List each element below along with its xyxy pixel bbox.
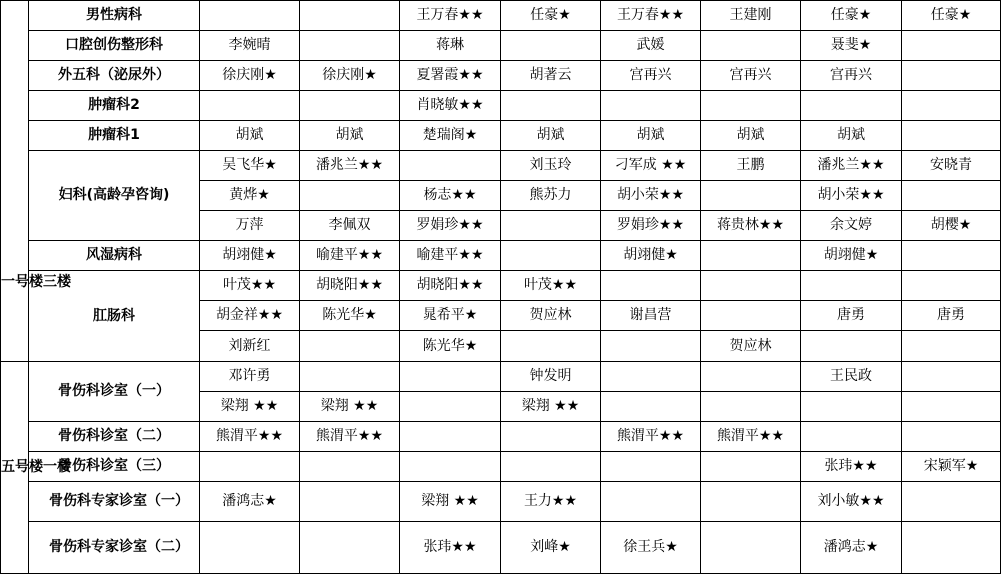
schedule-cell: 罗娟珍★★ — [400, 211, 501, 241]
dept-label: 骨伤科专家诊室（二） — [49, 539, 189, 555]
schedule-cell: 喻建平★★ — [300, 241, 400, 271]
table-row — [1, 452, 1001, 482]
schedule-cell — [902, 31, 1001, 61]
schedule-cell — [501, 331, 601, 362]
schedule-cell: 梁翔 ★★ — [400, 482, 501, 522]
schedule-cell — [701, 392, 801, 422]
schedule-cell: 胡翊健★ — [801, 241, 902, 271]
schedule-cell: 刁军成 ★★ — [601, 151, 701, 181]
schedule-cell: 叶茂★★ — [200, 271, 300, 301]
schedule-cell — [601, 331, 701, 362]
schedule-cell: 张玮★★ — [400, 522, 501, 574]
schedule-cell — [200, 452, 300, 482]
dept-cell — [29, 522, 200, 574]
schedule-cell — [701, 271, 801, 301]
schedule-cell: 胡斌 — [701, 121, 801, 151]
dept-cell: 骨伤科诊室（三） — [29, 452, 200, 482]
schedule-cell — [400, 151, 501, 181]
schedule-cell: 黄烨★ — [200, 181, 300, 211]
schedule-cell: 潘鸿志★ — [200, 482, 300, 522]
schedule-cell: 胡翊健★ — [200, 241, 300, 271]
table-row — [1, 1, 1001, 31]
schedule-cell — [400, 452, 501, 482]
schedule-cell — [501, 241, 601, 271]
table-row — [1, 31, 1001, 61]
schedule-cell — [601, 452, 701, 482]
schedule-cell: 万萍 — [200, 211, 300, 241]
schedule-cell: 任豪★ — [501, 1, 601, 31]
schedule-cell: 徐庆刚★ — [200, 61, 300, 91]
schedule-cell — [300, 91, 400, 121]
schedule-cell — [300, 1, 400, 31]
table-row — [1, 121, 1001, 151]
schedule-cell — [300, 522, 400, 574]
dept-cell: 妇科(高龄孕咨询) — [29, 151, 200, 241]
table-row — [1, 151, 1001, 181]
schedule-cell: 熊渭平★★ — [300, 422, 400, 452]
building-label-1: 一号楼三楼 — [1, 1, 29, 362]
schedule-cell — [701, 31, 801, 61]
schedule-cell — [902, 91, 1001, 121]
schedule-cell: 刘新红 — [200, 331, 300, 362]
schedule-cell — [801, 271, 902, 301]
schedule-cell — [400, 362, 501, 392]
schedule-cell: 徐庆刚★ — [300, 61, 400, 91]
schedule-cell: 宫再兴 — [801, 61, 902, 91]
schedule-cell: 吴飞华★ — [200, 151, 300, 181]
schedule-cell: 任豪★ — [801, 1, 902, 31]
schedule-cell — [300, 331, 400, 362]
schedule-cell — [300, 452, 400, 482]
schedule-cell: 王建刚 — [701, 1, 801, 31]
schedule-cell — [902, 121, 1001, 151]
schedule-cell — [601, 482, 701, 522]
schedule-cell: 胡斌 — [801, 121, 902, 151]
schedule-cell: 胡翊健★ — [601, 241, 701, 271]
schedule-cell: 梁翔 ★★ — [300, 392, 400, 422]
schedule-cell: 邓许勇 — [200, 362, 300, 392]
schedule-cell — [902, 362, 1001, 392]
schedule-cell: 潘兆兰★★ — [300, 151, 400, 181]
schedule-cell — [601, 362, 701, 392]
schedule-cell: 潘兆兰★★ — [801, 151, 902, 181]
schedule-cell — [701, 362, 801, 392]
schedule-cell — [902, 522, 1001, 574]
schedule-cell: 胡小荣★★ — [601, 181, 701, 211]
schedule-cell — [902, 271, 1001, 301]
schedule-cell: 潘鸿志★ — [801, 522, 902, 574]
schedule-cell — [300, 362, 400, 392]
schedule-cell: 夏署霞★★ — [400, 61, 501, 91]
schedule-cell: 胡著云 — [501, 61, 601, 91]
schedule-cell: 熊苏力 — [501, 181, 601, 211]
schedule-cell: 蒋琳 — [400, 31, 501, 61]
schedule-cell: 蒋贵林★★ — [701, 211, 801, 241]
schedule-cell — [501, 91, 601, 121]
schedule-cell — [902, 482, 1001, 522]
schedule-cell: 胡小荣★★ — [801, 181, 902, 211]
schedule-cell: 叶茂★★ — [501, 271, 601, 301]
schedule-cell — [801, 422, 902, 452]
schedule-cell: 张玮★★ — [801, 452, 902, 482]
schedule-cell: 李婉晴 — [200, 31, 300, 61]
schedule-cell — [501, 211, 601, 241]
schedule-cell — [801, 91, 902, 121]
schedule-cell — [601, 91, 701, 121]
schedule-cell: 楚瑞阁★ — [400, 121, 501, 151]
table-row — [1, 61, 1001, 91]
schedule-cell: 宋颖军★ — [902, 452, 1001, 482]
dept-cell: 骨伤科诊室（一） — [29, 362, 200, 422]
schedule-cell — [300, 482, 400, 522]
schedule-cell: 胡斌 — [601, 121, 701, 151]
schedule-cell — [200, 1, 300, 31]
schedule-cell: 王万春★★ — [601, 1, 701, 31]
dept-cell: 骨伤科诊室（二） — [29, 422, 200, 452]
schedule-cell — [902, 181, 1001, 211]
schedule-cell — [300, 181, 400, 211]
dept-label: 骨伤科专家诊室（一） — [49, 493, 189, 509]
schedule-cell — [501, 31, 601, 61]
schedule-cell — [701, 482, 801, 522]
schedule-cell — [601, 392, 701, 422]
schedule-cell: 聂斐★ — [801, 31, 902, 61]
schedule-cell — [801, 392, 902, 422]
schedule-cell — [701, 181, 801, 211]
dept-cell: 男性病科 — [29, 1, 200, 31]
schedule-cell — [701, 301, 801, 331]
schedule-cell: 梁翔 ★★ — [200, 392, 300, 422]
schedule-cell — [200, 91, 300, 121]
dept-cell: 肿瘤科1 — [29, 121, 200, 151]
schedule-cell: 武媛 — [601, 31, 701, 61]
schedule-cell — [701, 522, 801, 574]
schedule-cell: 宫再兴 — [701, 61, 801, 91]
schedule-cell: 陈光华★ — [300, 301, 400, 331]
table-row — [1, 482, 1001, 522]
schedule-cell: 熊渭平★★ — [200, 422, 300, 452]
schedule-cell — [701, 241, 801, 271]
schedule-cell — [902, 331, 1001, 362]
schedule-cell — [902, 422, 1001, 452]
schedule-cell: 胡晓阳★★ — [400, 271, 501, 301]
schedule-cell — [400, 422, 501, 452]
schedule-cell: 胡樱★ — [902, 211, 1001, 241]
table-row — [1, 91, 1001, 121]
schedule-cell: 王鹏 — [701, 151, 801, 181]
schedule-cell: 钟发明 — [501, 362, 601, 392]
schedule-cell: 贺应林 — [501, 301, 601, 331]
schedule-cell: 熊渭平★★ — [701, 422, 801, 452]
table-row — [1, 362, 1001, 392]
building-label-5: 五号楼一楼 — [1, 362, 29, 574]
schedule-cell: 罗娟珍★★ — [601, 211, 701, 241]
schedule-cell: 李佩双 — [300, 211, 400, 241]
dept-cell — [29, 482, 200, 522]
schedule-cell: 安晓青 — [902, 151, 1001, 181]
schedule-cell — [501, 422, 601, 452]
schedule-cell: 肖晓敏★★ — [400, 91, 501, 121]
dept-cell: 肿瘤科2 — [29, 91, 200, 121]
schedule-cell: 胡斌 — [501, 121, 601, 151]
dept-cell: 肛肠科 — [29, 271, 200, 362]
table-row — [1, 522, 1001, 574]
schedule-cell: 熊渭平★★ — [601, 422, 701, 452]
schedule-cell — [902, 392, 1001, 422]
schedule-cell — [501, 452, 601, 482]
schedule-cell: 任豪★ — [902, 1, 1001, 31]
schedule-cell: 王万春★★ — [400, 1, 501, 31]
dept-cell: 外五科（泌尿外） — [29, 61, 200, 91]
schedule-cell — [701, 452, 801, 482]
schedule-cell: 陈光华★ — [400, 331, 501, 362]
schedule-cell: 梁翔 ★★ — [501, 392, 601, 422]
dept-cell: 风湿病科 — [29, 241, 200, 271]
schedule-cell: 王民政 — [801, 362, 902, 392]
schedule-cell: 喻建平★★ — [400, 241, 501, 271]
schedule-cell: 唐勇 — [902, 301, 1001, 331]
schedule-cell: 刘峰★ — [501, 522, 601, 574]
schedule-cell — [801, 331, 902, 362]
schedule-cell — [400, 392, 501, 422]
schedule-cell: 徐王兵★ — [601, 522, 701, 574]
dept-cell: 口腔创伤整形科 — [29, 31, 200, 61]
schedule-cell — [902, 241, 1001, 271]
schedule-cell — [200, 522, 300, 574]
schedule-cell — [902, 61, 1001, 91]
table-row — [1, 271, 1001, 301]
schedule-cell: 贺应林 — [701, 331, 801, 362]
schedule-cell: 谢昌营 — [601, 301, 701, 331]
table-row — [1, 241, 1001, 271]
schedule-cell: 余文婷 — [801, 211, 902, 241]
schedule-cell: 刘玉玲 — [501, 151, 601, 181]
schedule-cell: 胡金祥★★ — [200, 301, 300, 331]
schedule-cell: 胡斌 — [200, 121, 300, 151]
schedule-cell — [601, 271, 701, 301]
schedule-cell: 宫再兴 — [601, 61, 701, 91]
schedule-cell — [701, 91, 801, 121]
schedule-cell: 刘小敏★★ — [801, 482, 902, 522]
schedule-cell: 胡晓阳★★ — [300, 271, 400, 301]
schedule-cell: 晁希平★ — [400, 301, 501, 331]
schedule-cell: 杨志★★ — [400, 181, 501, 211]
schedule-cell: 唐勇 — [801, 301, 902, 331]
schedule-cell: 胡斌 — [300, 121, 400, 151]
schedule-cell: 王力★★ — [501, 482, 601, 522]
table-row — [1, 422, 1001, 452]
schedule-cell — [300, 31, 400, 61]
